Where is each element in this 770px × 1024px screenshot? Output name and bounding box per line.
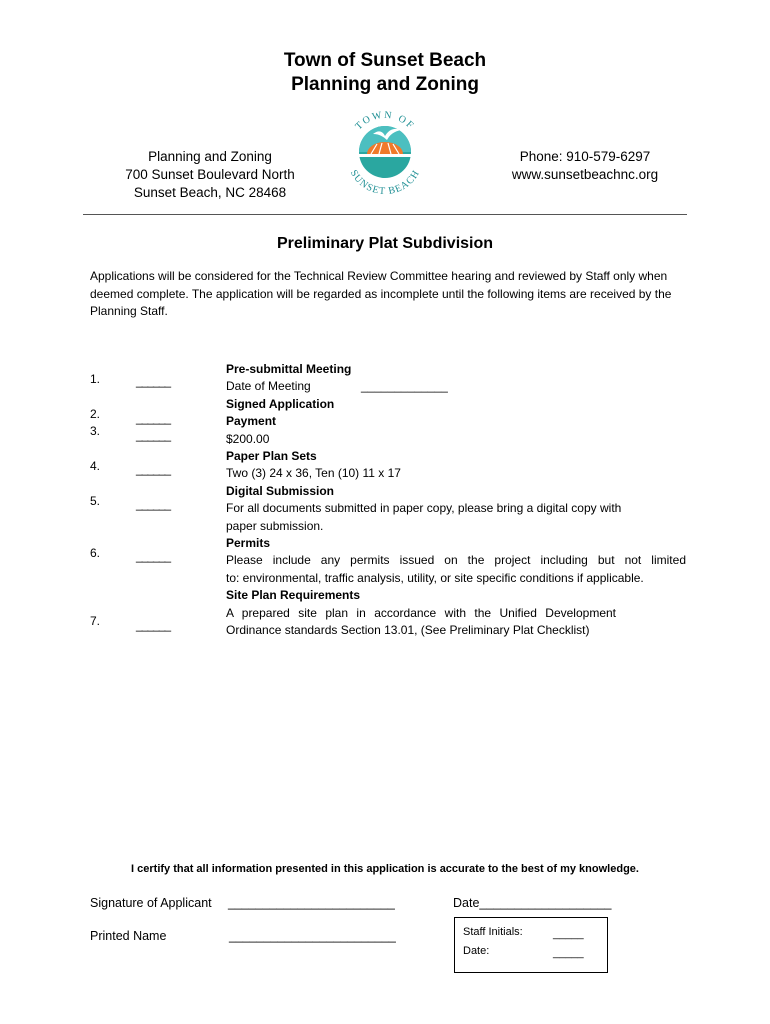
address-line-2: 700 Sunset Boulevard North (125, 167, 295, 182)
intro-paragraph: Applications will be considered for the Technical Review Committee hearing and reviewed by Staff only when deemed complete. The application will be regarded as incomplete until the following items are received by the Planning Staff. (90, 269, 672, 319)
signature-label: Signature of Applicant (90, 896, 212, 910)
printed-name-label: Printed Name (90, 929, 167, 943)
check-blank[interactable]: ______ (136, 428, 171, 442)
item-signed-application-title: Signed Application (226, 396, 335, 411)
signature-field[interactable]: ________________________ (228, 896, 395, 910)
phone-number: Phone: 910-579-6297 (519, 149, 651, 164)
page-title-town: Town of Sunset Beach (283, 50, 487, 71)
staff-use-box (454, 917, 608, 973)
permits-description-line2: to: environmental, traffic analysis, utility, or site specific conditions if applicable. (226, 570, 644, 585)
address-line-1: Planning and Zoning (148, 149, 272, 164)
item-number: 2. (90, 407, 101, 421)
paper-plans-description: Two (3) 24 x 36, Ten (10) 11 x 17 (226, 466, 401, 481)
item-paper-plans-title: Paper Plan Sets (226, 449, 317, 464)
site-plan-description-line1: A prepared site plan in accordance with the Unified Development (226, 605, 616, 620)
certification-statement: I certify that all information presented in this application is accurate to the best of my knowledge. (131, 863, 639, 875)
digital-description-line2: paper submission. (226, 518, 324, 533)
item-number: 4. (90, 459, 101, 473)
item-number: 5. (90, 494, 101, 508)
header-divider (83, 214, 687, 215)
permits-description-line1: Please include any permits issued on the project including but not limited (226, 553, 686, 568)
check-blank[interactable]: ______ (136, 497, 171, 511)
requirements-list (226, 361, 686, 640)
item-presubmittal-title: Pre-submittal Meeting (226, 362, 352, 376)
check-blank[interactable]: ______ (136, 411, 171, 425)
check-blank[interactable]: ______ (136, 549, 171, 563)
date-of-meeting-row (226, 378, 686, 395)
form-heading: Preliminary Plat Subdivision (276, 235, 494, 252)
date-field[interactable]: Date___________________ (453, 896, 612, 910)
date-of-meeting-field[interactable]: _____________ (361, 379, 448, 394)
check-blank[interactable]: ______ (136, 374, 171, 388)
site-plan-description-line2: Ordinance standards Section 13.01, (See Preliminary Plat Checklist) (226, 623, 590, 638)
website-link[interactable]: www.sunsetbeachnc.org (511, 167, 659, 182)
check-blank[interactable]: ______ (136, 618, 171, 632)
address-block (100, 148, 320, 202)
item-number: 6. (90, 546, 101, 560)
logo-bottom-text: SUNSET BEACH (347, 168, 423, 198)
item-payment-title: Payment (226, 414, 277, 429)
item-permits-title: Permits (226, 536, 271, 551)
item-site-plan-title: Site Plan Requirements (226, 588, 361, 603)
check-blank[interactable]: ______ (136, 462, 171, 476)
address-line-3: Sunset Beach, NC 28468 (133, 185, 287, 200)
contact-block (490, 148, 680, 184)
item-digital-title: Digital Submission (226, 483, 335, 498)
digital-description-line1: For all documents submitted in paper copy, please bring a digital copy with (226, 501, 622, 516)
staff-date-label: Date: (463, 945, 490, 957)
staff-initials-field[interactable]: _____ (553, 928, 584, 940)
item-number: 1. (90, 372, 101, 386)
item-number: 3. (90, 424, 101, 438)
town-seal-logo (337, 104, 433, 200)
page-title-department: Planning and Zoning (291, 74, 479, 95)
date-of-meeting-label: Date of Meeting (226, 379, 311, 394)
item-number: 7. (90, 614, 101, 628)
logo-top-text: TOWN OF (353, 109, 417, 133)
payment-amount: $200.00 (226, 431, 270, 446)
staff-initials-label: Staff Initials: (463, 926, 523, 938)
printed-name-field[interactable]: ________________________ (229, 929, 396, 943)
staff-date-field[interactable]: _____ (553, 947, 584, 959)
